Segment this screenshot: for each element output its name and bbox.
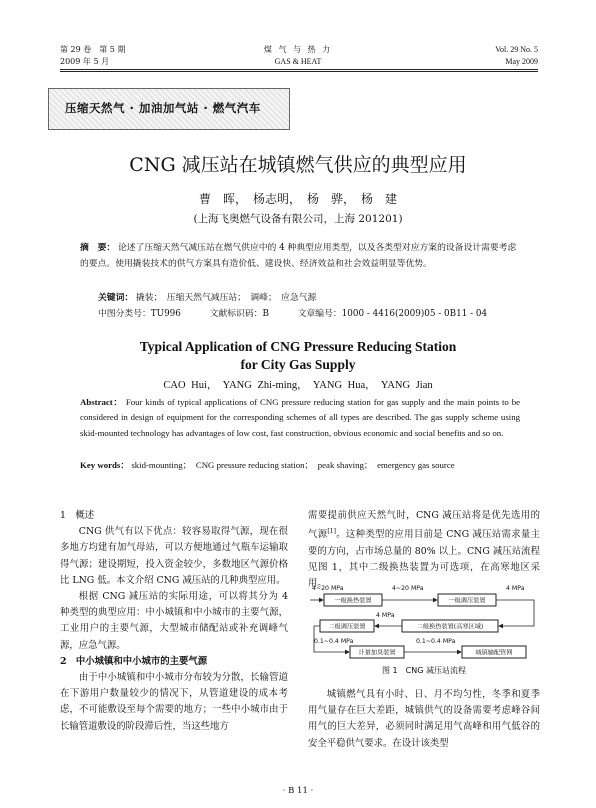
abstract-en-label: Abstract： xyxy=(80,397,123,407)
abstract-en xyxy=(80,395,520,441)
section-2-heading: 2 中小城镇和中小城市的主要气源 xyxy=(60,655,208,667)
reference-1: [1] xyxy=(327,528,336,536)
date-en: May 2009 xyxy=(505,57,538,66)
keywords-en xyxy=(80,458,520,473)
keywords-en-text: skid-mounting； CNG pressure reducing station； peak shaving； emergency gas source xyxy=(131,460,455,470)
header-rule-2 xyxy=(60,71,538,72)
right-paragraph-1 xyxy=(308,508,540,592)
section-1-paragraph-2: 根据 CNG 减压站的实际用途，可以将其分为 4 种类型的典型应用：中小城镇和中小城市的主要气源，工业用户的主要气源，大型城市储配站或补充调峰气源，应急气源。 xyxy=(60,591,288,651)
flow-label-3: 4 MPa xyxy=(506,585,525,592)
flow-label-6: 0.1~0.4 MPa xyxy=(416,638,456,645)
flow-label-1: 4~20 MPa xyxy=(312,585,344,592)
journal-name-en: GAS & HEAT xyxy=(274,57,322,66)
title-cn: CNG 减压站在城镇燃气供应的典型应用 xyxy=(129,154,467,176)
flow-box-3-label: 二级换热装置(高寒区域) xyxy=(416,623,484,631)
affiliation-cn: (上海飞奥燃气设备有限公司，上海 201201) xyxy=(193,213,403,225)
abstract-cn-label: 摘 要： xyxy=(80,243,116,253)
doc-code: 文献标识码：B xyxy=(209,309,269,319)
article-number: 文章编号：1000 - 4416(2009)05 - 0B11 - 04 xyxy=(297,309,488,319)
flow-label-2: 4~20 MPa xyxy=(392,585,424,592)
authors-cn: 曹 晖， 杨志明， 杨 骅， 杨 建 xyxy=(198,192,397,206)
right-paragraph-2: 城镇燃气具有小时、日、月不均匀性，冬季和夏季用气量存在巨大差距，城镇供气的设备需要考虑峰谷间用气的巨大差异，必须同时满足用气高峰和用气低谷的安全平稳供气要求。在设计该类型 xyxy=(308,689,540,749)
date-cn: 2009 年 5 月 xyxy=(60,57,110,66)
body-right-column xyxy=(308,508,540,592)
flow-box-4-label: 二级调压装置 xyxy=(328,623,366,631)
section-2-paragraph-1: 由于中小城镇和中小城市分布较为分散，长输管道在下游用户数量较少的情况下，从管道建设的成本考虑，不可能敷设至每个需要的地方；一些中小城市由于长输管道敷设的阶段滞后性，当这些地方 xyxy=(60,672,288,732)
flow-box-1-label: 一级换热装置 xyxy=(334,597,372,605)
section-tag-text: 压缩天然气 · 加油加气站 · 燃气汽车 xyxy=(65,101,261,115)
figure-1-caption: 图 1 CNG 减压站流程 xyxy=(382,666,466,675)
page-number: · B 11 · xyxy=(282,786,314,796)
flow-label-5: 0.1~0.4 MPa xyxy=(314,638,354,645)
journal-name-cn: 煤 气 与 热 力 xyxy=(263,45,333,54)
title-en xyxy=(0,338,596,374)
clc-number: 中图分类号：TU996 xyxy=(98,309,181,319)
body-left-column xyxy=(60,508,288,735)
title-en-line1: Typical Application of CNG Pressure Reducing Station xyxy=(139,339,457,354)
abstract-cn-text: 论述了压缩天然气减压站在燃气供应中的 4 种典型应用类型，以及各类型对应方案的设备设计需要考虑的要点。使用撬装技术的供气方案具有造价低、建设快、经济效益和社会效益明显等优势。 xyxy=(80,243,517,269)
flow-arrow-2 xyxy=(496,600,534,626)
volume-en: Vol. 29 No. 5 xyxy=(495,45,538,54)
flow-label-4: 4 MPa xyxy=(376,612,395,619)
classification-line xyxy=(98,306,513,319)
section-tag xyxy=(48,88,290,130)
abstract-en-text: Four kinds of typical applications of CNG pressure reducing station for gas supply and the main points to be considered in design of equipment for the corresponding schemes of all types are described. The gas supply scheme using skid-mounted technology has advantages of low cost, fast construction, obvious economic and social benefits and so on. xyxy=(80,397,521,438)
flow-box-5-label: 计量加臭装置 xyxy=(358,649,396,657)
keywords-cn-text: 撬装； 压缩天然气减压站； 调峰； 应急气源 xyxy=(136,293,317,303)
keywords-cn-label: 关键词： xyxy=(98,293,134,303)
header-rule xyxy=(60,69,538,70)
flow-box-2-label: 一级调压装置 xyxy=(448,597,486,605)
volume-cn: 第 29 卷 第 5 期 xyxy=(60,45,126,54)
flow-box-6-label: 城镇输配管网 xyxy=(475,649,513,657)
title-en-line2: for City Gas Supply xyxy=(240,357,356,372)
figure-1-flowchart xyxy=(310,584,540,662)
right-paragraph-1-a: 需要提前供应天然气时，CNG 减压站将是优先选用的气源 xyxy=(308,510,540,541)
abstract-cn xyxy=(80,240,520,272)
section-1-heading: 1 概述 xyxy=(60,510,95,521)
keywords-en-label: Key words： xyxy=(80,460,130,470)
right-paragraph-1-b: 。这种类型的应用目前是 CNG 减压站需求量主要的方向，占市场总量的 80% 以上。CNG 减压站流程见图 1，其中二级换热装置为可选项，在高寒地区采用。 xyxy=(308,529,540,589)
authors-en: CAO Hui， YANG Zhi-ming， YANG Hua， YANG Jian xyxy=(163,380,433,391)
body-right-column-lower xyxy=(308,687,540,752)
section-1-paragraph-1: CNG 供气有以下优点：较容易取得气源，现在很多地方均建有加气母站，可以方便地通过气瓶车运输取得气源；建设期短，投入资金较少，多数地区气源价格比 LNG 低。本文介绍 CNG 减压站的几种典型应用。 xyxy=(60,526,288,586)
keywords-cn xyxy=(98,290,316,303)
